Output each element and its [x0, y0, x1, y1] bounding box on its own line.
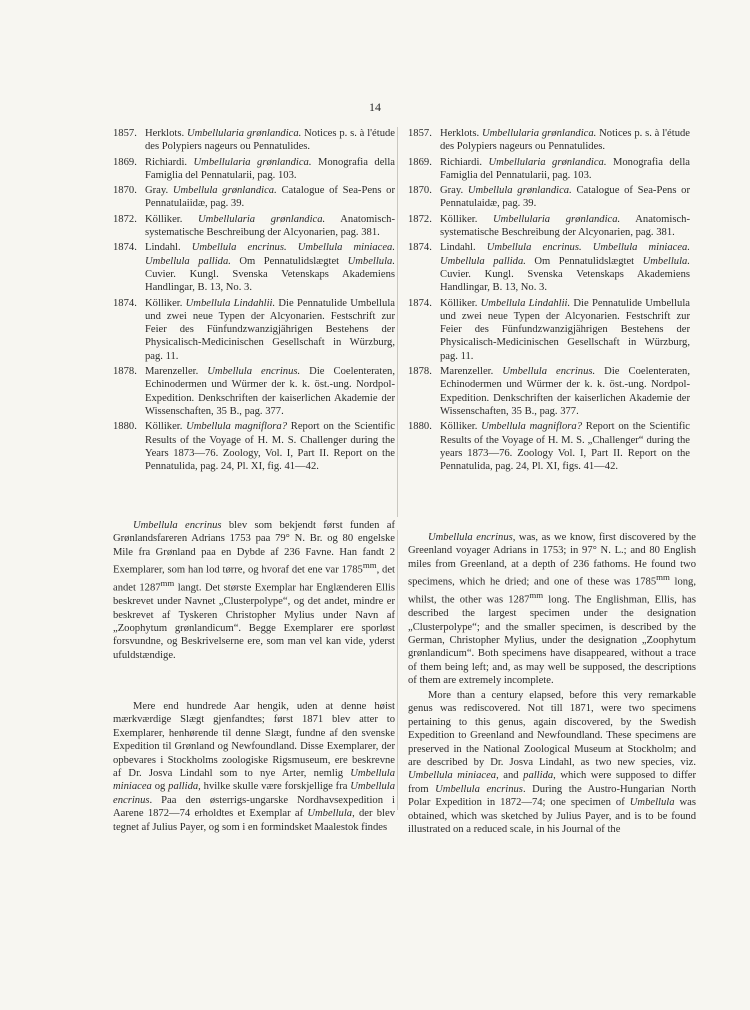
reference-entry [113, 156, 395, 183]
reference-text: Kölliker. Umbellula magniflora? Report on the Scientific Results of the Voyage of H. M. S. „Challenger“ during the years 1873—76. Zoology Vol. I, Part II. Report on the Pennatulida, pag. 24, Pl. XI, figs. 41—42. [440, 421, 690, 473]
reference-year: 1874. [113, 297, 137, 309]
reference-year: 1878. [113, 366, 137, 378]
reference-year: 1869. [113, 156, 137, 168]
reference-year: 1869. [408, 156, 432, 168]
references-left [113, 127, 395, 475]
reference-entry [113, 184, 395, 211]
reference-text: Kölliker. Umbellula magniflora? Report on the Scientific Results of the Voyage of H. M. S. Challenger during the Years 1873—76. Zoology, Vol. I, Part II. Report on the Pennatulida, pag. 24, Pl. XI, fig. 41—42. [145, 421, 395, 473]
reference-year: 1878. [408, 366, 432, 378]
reference-year: 1872. [113, 213, 137, 225]
reference-text: Marenzeller. Umbellula encrinus. Die Coelenteraten, Echinodermen und Würmer der k. k. öst.-ung. Nordpol-Expedition. Denkschriften der kaiserlichen Akademie der Wissenschaften, 35 B., pag. 377. [440, 366, 690, 417]
english-paragraph-1: Umbellula encrinus, was, as we know, first discovered by the Greenland voyager Adrians in 1753; in 97° N. L.; and 80 English miles from Greenland, at a depth of 236 fathoms. He found two specimens, which he dried; and one of these was $1785^{mm}$ long, whilst, the other was $1287^{mm}$ long. The Englishman, Ellis, has described the largest specimen under the designation „Clusterpolype“; and the smaller specimen, is described by the German, Christopher Mylius, under the designation „Zoophytum grønlandicum“. Both specimens have disappeared, without a trace of them being left; and, as may well be supposed, the descriptions of them are extremely incomplete. [408, 532, 696, 687]
reference-entry [408, 156, 690, 183]
reference-entry [408, 297, 690, 363]
reference-year: 1870. [408, 185, 432, 197]
reference-year: 1870. [113, 185, 137, 197]
column-divider [397, 127, 398, 517]
reference-text: Marenzeller. Umbellula encrinus. Die Coelenteraten, Echinodermen und Würmer der k. k. öst.-ung. Nordpol-Expedition. Denkschriften der kaiserlichen Akademie der Wissenschaften, 35 B., pag. 377. [145, 366, 395, 417]
danish-paragraph-1: Umbellula encrinus blev som bekjendt først funden af Grønlandsfareren Adrians 1753 paa 79° N. Br. og 80 engelske Mile fra Grønland paa en Dybde af 236 Favne. Han fandt 2 Exemplarer, som han lod tørre, og hvoraf det ene var $1785^{mm}$, det andet $1287^{mm}$ langt. Det største Exemplar har Englænderen Ellis beskrevet under Navnet „Clusterpolype“, og det andet, mindre er beskrevet af Tyskeren Christopher Mylius under Navn af „Zoophytum grønlandicum“. Begge Exemplarer ere sporløst forsvundne, og Beskrivelserne ere, som man vel kan vide, yderst ufuldstændige. [113, 520, 395, 661]
reference-entry [408, 213, 690, 240]
reference-entry [408, 241, 690, 294]
reference-text: Herklots. Umbellularia grønlandica. Notices p. s. à l'étude des Polypiers nageurs ou Pennatulides. [145, 128, 395, 153]
reference-text: Kölliker. Umbellula Lindahlii. Die Pennatulide Umbellula und zwei neue Typen der Alcyonarien. Festschrift zur Feier des Fünfundzwanzigjährigen Bestehens der Physicalisch-Medicinischen Gesellschaft in Würzburg, pag. 11. [145, 297, 395, 362]
reference-text: Lindahl. Umbellula encrinus. Umbellula miniacea. Umbellula pallida. Om Pennatulidslægtet Umbellula. Cuvier. Kungl. Svenska Vetenskaps Akademiens Handlingar, B. 13, No. 3. [440, 242, 690, 294]
reference-year: 1880. [113, 421, 137, 433]
references-right [408, 127, 690, 475]
reference-text: Gray. Umbellula grønlandica. Catalogue of Sea-Pens or Pennatulaiidæ, pag. 39. [145, 185, 396, 210]
column-divider [397, 530, 398, 810]
reference-text: Kölliker. Umbellularia grønlandica. Anatomisch-systematische Beschreibung der Alcyonarien, pag. 381. [440, 213, 690, 239]
reference-text: Gray. Umbellula grønlandica. Catalogue of Sea-Pens or Pennatulaidæ, pag. 39. [440, 185, 691, 210]
reference-entry [408, 184, 690, 211]
reference-entry [113, 297, 395, 363]
reference-year: 1872. [408, 213, 432, 225]
reference-entry [113, 241, 395, 294]
reference-year: 1880. [408, 421, 432, 433]
english-paragraph-2: More than a century elapsed, before this very remarkable genus was rediscovered. Not till 1871, were two specimens pertaining to this genus, again discovered, by the Swedish Expedition to Greenland and Newfoundland. These specimens are preserved in the National Zoological Museum at Stockholm; and are described by Dr. Josva Lindahl, as two new species, viz. Umbellula miniacea, and pallida, which were supposed to differ from Umbellula encrinus. During the Austro-Hungarian North Polar Expedition in 1872—74; one specimen of Umbellula was obtained, which was sketched by Julius Payer, and is to be found illustrated on a reduced scale, in his Journal of the [408, 690, 697, 836]
reference-entry [408, 365, 690, 418]
reference-entry [113, 127, 395, 154]
reference-text: Richiardi. Umbellularia grønlandica. Monografia della Famiglia del Pennatularii, pag. 103. [440, 156, 690, 181]
reference-entry [408, 420, 690, 473]
reference-year: 1857. [408, 128, 432, 139]
reference-text: Herklots. Umbellularia grønlandica. Notices p. s. à l'étude des Polypiers nageurs ou Pennatulides. [440, 128, 690, 153]
reference-entry [113, 365, 395, 418]
page-number: 14 [369, 100, 381, 114]
reference-year: 1857. [113, 128, 137, 139]
reference-year: 1874. [408, 242, 432, 254]
reference-text: Kölliker. Umbellula Lindahlii. Die Pennatulide Umbellula und zwei neue Typen der Alcyonarien. Festschrift zur Feier des Fünfundzwanzigjährigen Bestehens der Physicalisch-Medicinischen Gesellschaft in Würzburg, pag. 11. [440, 297, 690, 362]
reference-entry [113, 213, 395, 240]
reference-text: Lindahl. Umbellula encrinus. Umbellula miniacea. Umbellula pallida. Om Pennatulidslægtet Umbellula. Cuvier. Kungl. Svenska Vetenskaps Akademiens Handlingar, B. 13, No. 3. [145, 242, 395, 294]
reference-entry [408, 127, 690, 154]
reference-year: 1874. [408, 297, 432, 309]
danish-paragraph-2: Mere end hundrede Aar hengik, uden at denne høist mærkværdige Slægt gjenfandtes; først 1871 blev atter to Exemplarer, henhørende til denne Slægt, fundne af den svenske Expedition til Grønland og Newfoundland. Disse Exemplarer, der opbevares i Stockholms zoologiske Rigsmuseum, ere beskrevne af Dr. Josva Lindahl som to nye Arter, nemlig Umbellula miniacea og pallida, hvilke skulle være forskjellige fra Umbellula encrinus. Paa den østerrigs-ungarske Nordhavsexpedition i Aarene 1872—74 erholdtes et Exemplar af Umbellula, der blev tegnet af Julius Payer, og som i en formindsket Maalestok findes [113, 701, 396, 833]
reference-entry [113, 420, 395, 473]
reference-year: 1874. [113, 242, 137, 254]
reference-text: Richiardi. Umbellularia grønlandica. Monografia della Famiglia del Pennatularii, pag. 103. [145, 156, 395, 181]
reference-text: Kölliker. Umbellularia grønlandica. Anatomisch-systematische Beschreibung der Alcyonarien, pag. 381. [145, 213, 395, 239]
